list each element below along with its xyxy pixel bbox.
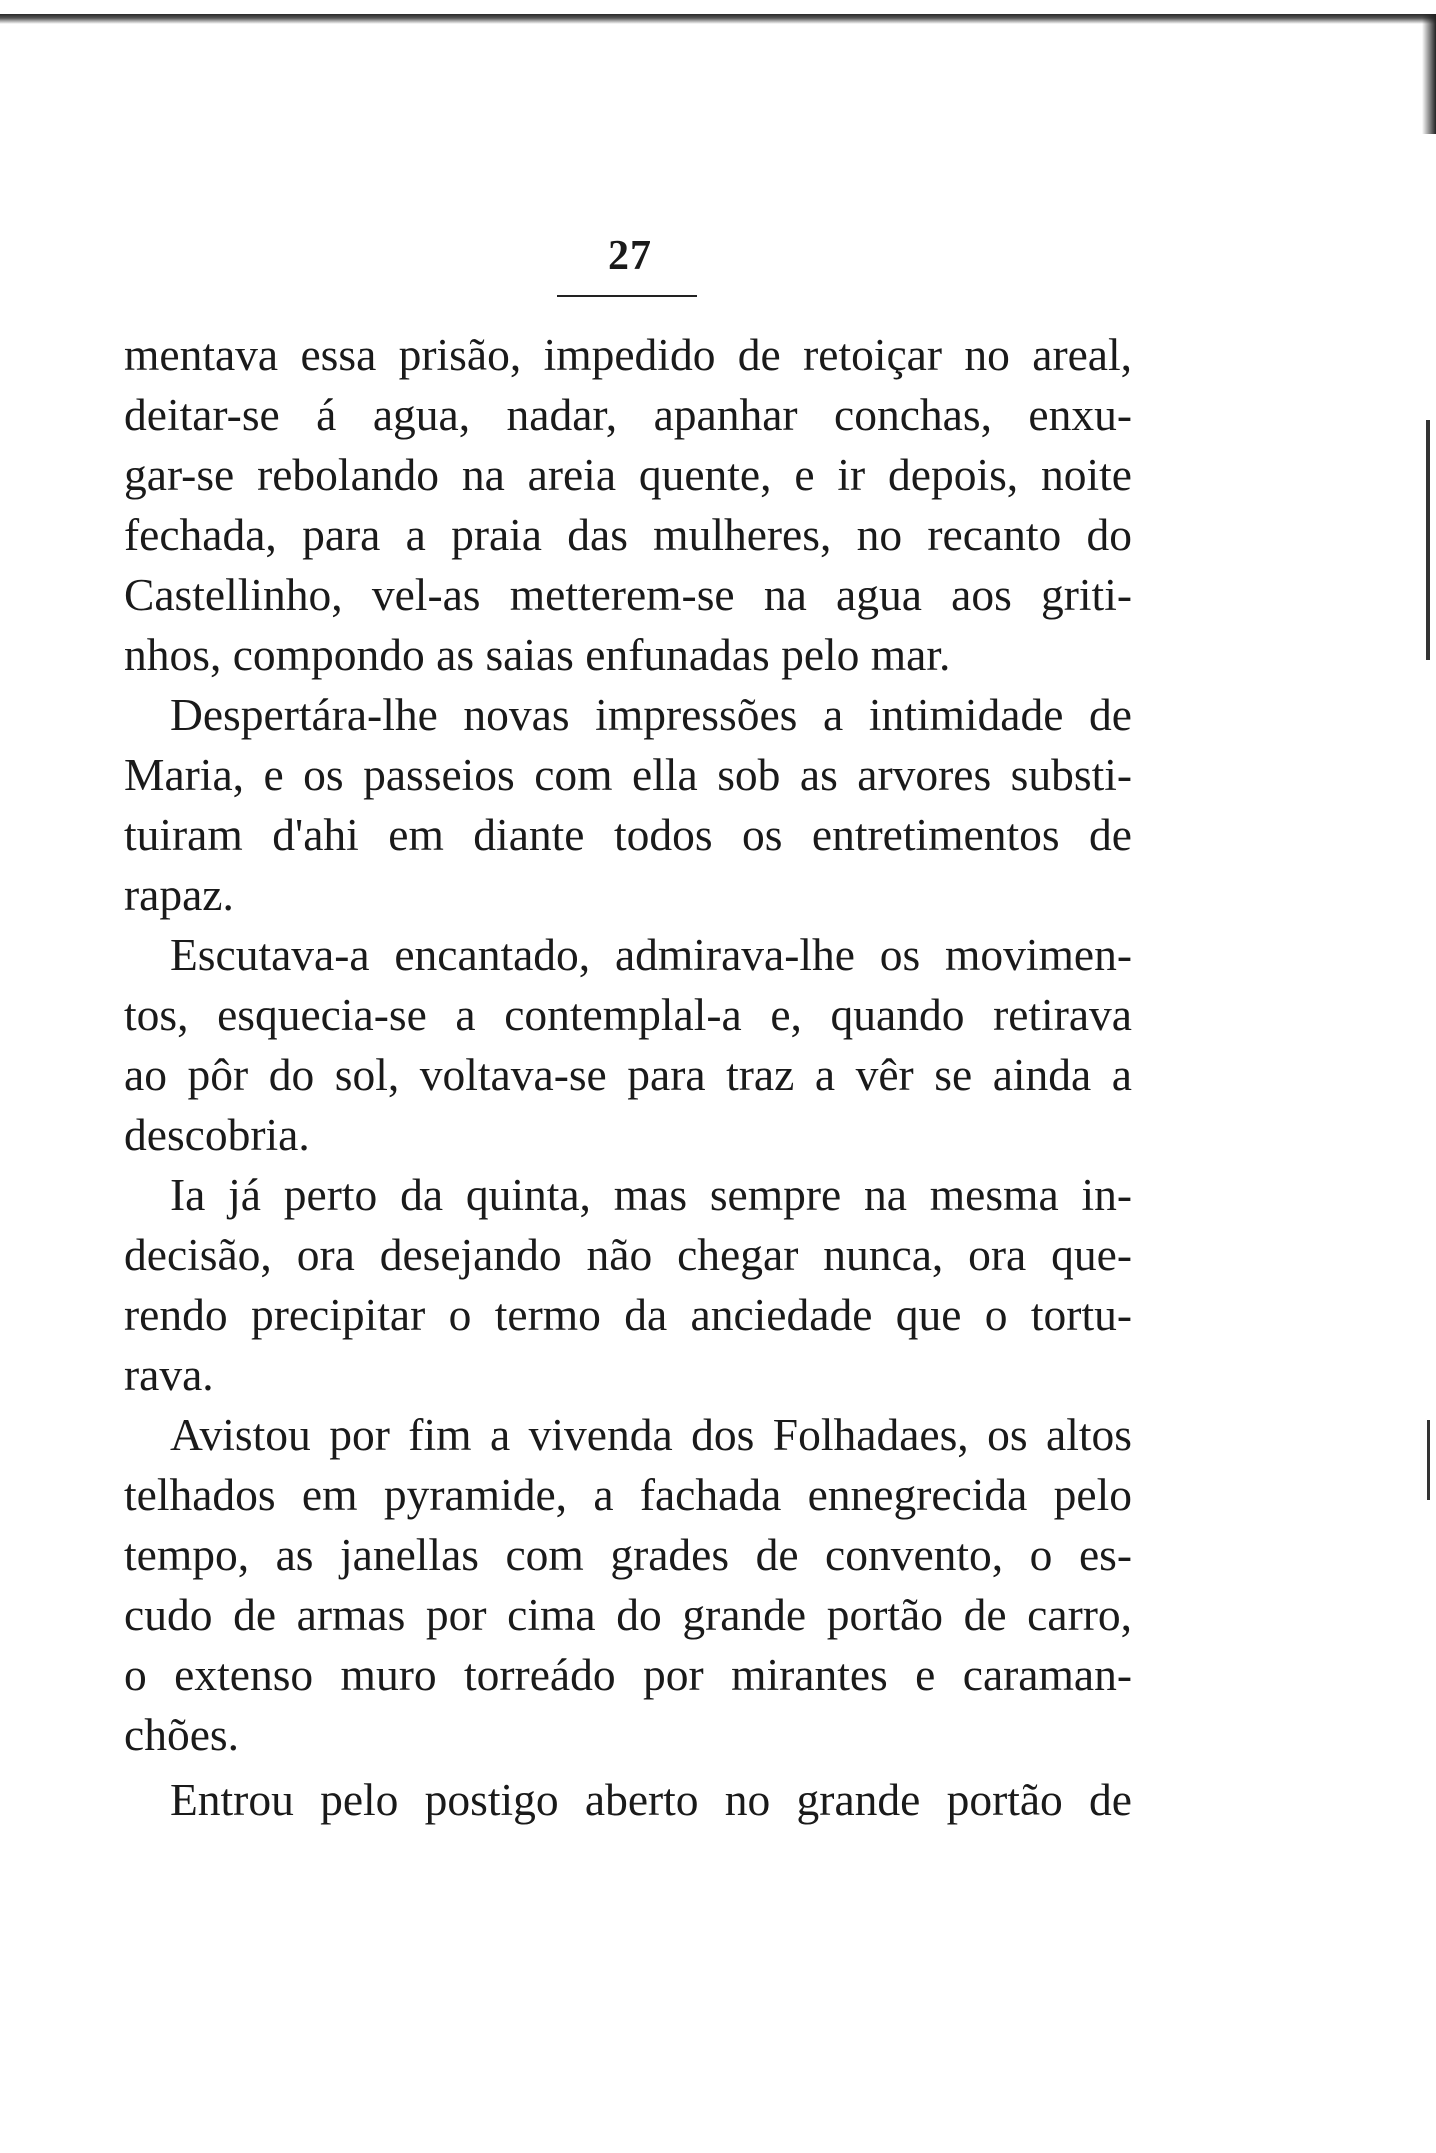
text-line: mentava essa prisão, impedido de retoiçar no areal, <box>124 329 1132 380</box>
text-line: nhos, compondo as saias enfunadas pelo mar. <box>124 629 951 680</box>
text-line: Ia já perto da quinta, mas sempre na mesma in- <box>170 1169 1132 1220</box>
page-number-rule <box>557 295 697 297</box>
page-number: 27 <box>608 233 652 279</box>
text-line: chões. <box>124 1709 239 1760</box>
text-line: Castellinho, vel-as metterem-se na agua aos griti- <box>124 569 1132 620</box>
scan-right-edge <box>1422 14 1436 134</box>
text-line: Maria, e os passeios com ella sob as arvores substi- <box>124 749 1132 800</box>
text-line: tuiram d'ahi em diante todos os entretimentos de <box>124 809 1132 860</box>
text-line: Avistou por fim a vivenda dos Folhadaes, os altos <box>170 1409 1132 1460</box>
text-line: Entrou pelo postigo aberto no grande portão de <box>170 1774 1132 1825</box>
text-line: Despertára-lhe novas impressões a intimidade de <box>170 689 1132 740</box>
text-line: tempo, as janellas com grades de convento, o es- <box>124 1529 1132 1580</box>
text-line: telhados em pyramide, a fachada ennegrecida pelo <box>124 1469 1132 1520</box>
text-line: tos, esquecia-se a contemplal-a e, quando retirava <box>124 989 1132 1040</box>
scan-top-edge <box>0 14 1436 24</box>
binding-mark <box>1426 420 1430 660</box>
text-line: o extenso muro torreádo por mirantes e caraman- <box>124 1649 1132 1700</box>
text-line: rapaz. <box>124 869 234 920</box>
text-line: rava. <box>124 1349 214 1400</box>
text-line: descobria. <box>124 1109 310 1160</box>
text-line: ao pôr do sol, voltava-se para traz a vêr se ainda a <box>124 1049 1132 1100</box>
text-line: fechada, para a praia das mulheres, no recanto do <box>124 509 1132 560</box>
text-line: Escutava-a encantado, admirava-lhe os movimen- <box>170 929 1132 980</box>
text-line: cudo de armas por cima do grande portão de carro, <box>124 1589 1132 1640</box>
text-line: gar-se rebolando na areia quente, e ir depois, noite <box>124 449 1132 500</box>
text-line: deitar-se á agua, nadar, apanhar conchas, enxu- <box>124 389 1132 440</box>
text-line: decisão, ora desejando não chegar nunca, ora que- <box>124 1229 1132 1280</box>
binding-mark <box>1427 1420 1430 1500</box>
text-line: rendo precipitar o termo da anciedade que o tortu- <box>124 1289 1132 1340</box>
